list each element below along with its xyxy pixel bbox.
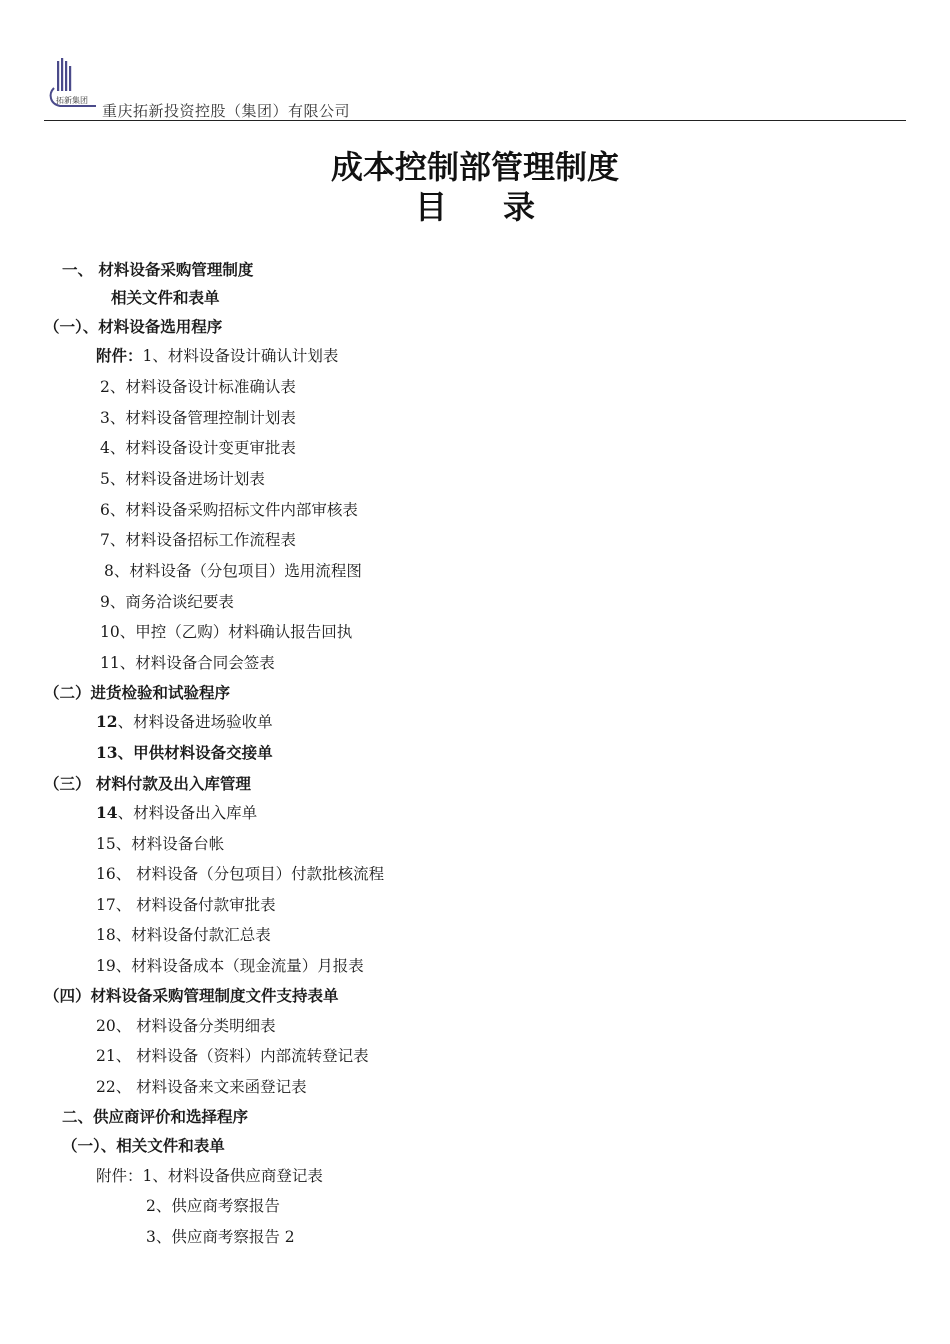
toc-subsection: （一）、材料设备选用程序 [44,317,223,336]
toc-item: 22、 材料设备来文来函登记表 [96,1078,307,1096]
toc-subsection: （四）材料设备采购管理制度文件支持表单 [44,986,339,1005]
toc-item-prefix: 14 [96,803,118,822]
toc-subsection: （一）、相关文件和表单 [62,1136,225,1155]
toc-item [96,803,257,823]
toc-item-text: 、材料设备进场验收单 [117,713,273,731]
company-logo [44,58,100,114]
toc-item: 16、 材料设备（分包项目）付款批核流程 [96,865,385,883]
document-title: 成本控制部管理制度 [330,148,619,186]
toc-item-text: 、材料设备出入库单 [117,804,258,822]
toc-section-1: 一、 材料设备采购管理制度 [62,260,254,279]
toc-item: 20、 材料设备分类明细表 [96,1017,276,1035]
toc-item: 17、 材料设备付款审批表 [96,896,276,914]
toc-item: 9、商务洽谈纪要表 [100,593,234,611]
toc-item: 7、材料设备招标工作流程表 [100,531,296,549]
toc-item: 11、材料设备合同会签表 [100,654,275,672]
toc-subsection: （二）进货检验和试验程序 [44,683,231,702]
toc-item-prefix: 12 [96,712,118,731]
svg-text:拓新集团: 拓新集团 [56,96,88,105]
toc-item-prefix: 附件： [96,346,143,365]
toc-item: 2、供应商考察报告 [146,1197,280,1215]
toc-item [96,346,338,366]
toc-item: 19、材料设备成本（现金流量）月报表 [96,957,364,975]
toc-item: 2、材料设备设计标准确认表 [100,378,296,396]
toc-item: 3、材料设备管理控制计划表 [100,409,296,427]
toc-item: 21、 材料设备（资料）内部流转登记表 [96,1047,369,1065]
toc-item: 8、材料设备（分包项目）选用流程图 [104,562,362,580]
toc-section-2: 二、供应商评价和选择程序 [62,1107,249,1126]
toc-item: 附件：1、材料设备供应商登记表 [96,1167,323,1185]
toc-subsection: （三） 材料付款及出入库管理 [44,774,251,793]
toc-item-text: 1、材料设备设计确认计划表 [142,347,339,365]
toc-heading: 目录 [414,188,591,226]
toc-subheading: 相关文件和表单 [111,288,220,307]
toc-item: 10、甲控（乙购）材料确认报告回执 [100,623,353,641]
toc-item [96,712,273,732]
toc-item: 13、甲供材料设备交接单 [96,743,273,762]
toc-item: 18、材料设备付款汇总表 [96,926,271,944]
toc-item: 5、材料设备进场计划表 [100,470,265,488]
toc-item: 6、材料设备采购招标文件内部审核表 [100,501,358,519]
company-name: 重庆拓新投资控股（集团）有限公司 [102,102,351,120]
toc-item: 3、供应商考察报告 2 [146,1228,295,1246]
toc-item: 15、材料设备台帐 [96,835,225,853]
toc-item: 4、材料设备设计变更审批表 [100,439,296,457]
page-header [44,58,906,121]
